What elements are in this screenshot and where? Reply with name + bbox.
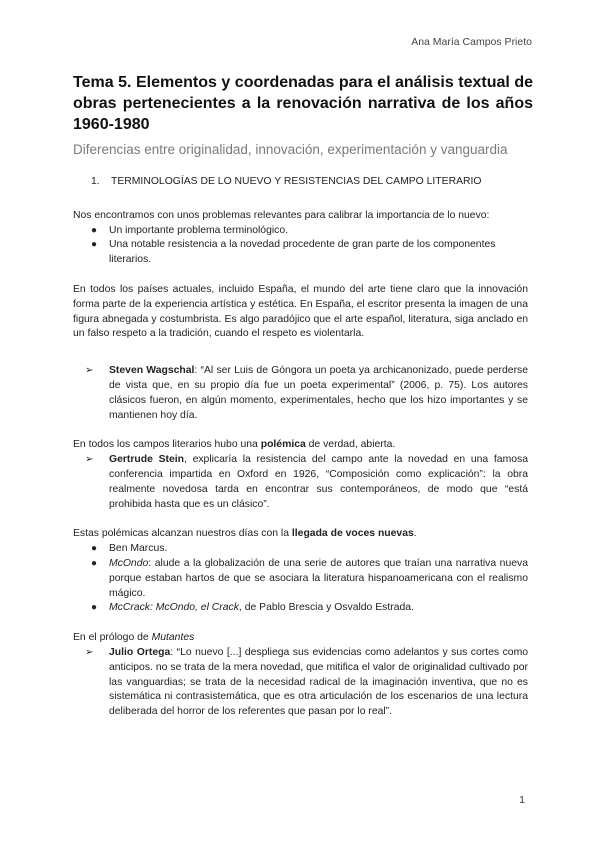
list-item bbox=[73, 224, 528, 239]
quote-text: , explicaría la resistencia del campo ante la novedad en una famosa conferencia impartida en Oxford en 1926, “Composición como explicación”: la obra realmente novedosa tarda en encontrar sus contemporáneos, de modo que “está prohibida hasta que es un clásico”. bbox=[109, 454, 528, 510]
list-item bbox=[73, 542, 528, 557]
quote-list-stein bbox=[73, 453, 528, 512]
bullet-dot-icon: ● bbox=[91, 224, 98, 236]
paragraph-art-spain: En todos los países actuales, incluido España, el mundo del arte tiene claro que la innovación forma parte de la experiencia artística y estética. En España, el escritor presenta la imagen de una figura abnegada y costumbrista. Es algo paradójico que el arte español, literatura, siga anclado en un falso respeto a la tradición, cuando el respeto es violentarla. bbox=[73, 283, 528, 340]
italic-run: McOndo bbox=[109, 557, 149, 569]
quote-author: Steven Wagschal bbox=[109, 365, 195, 377]
text-run: Estas polémicas alcanzan nuestros días con la bbox=[73, 528, 292, 540]
page-number: 1 bbox=[519, 794, 525, 806]
header-author: Ana María Campos Prieto bbox=[411, 36, 532, 48]
list-item bbox=[73, 238, 528, 268]
quote-author: Gertrude Stein bbox=[109, 454, 184, 466]
text-run: En todos los campos literarios hubo una bbox=[73, 439, 261, 451]
quote-author: Julio Ortega bbox=[109, 646, 171, 658]
italic-run: McCrack: McOndo, el Crack bbox=[109, 602, 239, 614]
bullet-dot-icon: ● bbox=[91, 602, 98, 614]
text-run: de verdad, abierta. bbox=[305, 439, 396, 451]
paragraph-polemica bbox=[73, 438, 528, 453]
paragraph-intro: Nos encontramos con unos problemas relevantes para calibrar la importancia de lo nuevo: bbox=[73, 209, 490, 221]
list-item bbox=[73, 557, 528, 601]
section-heading-text: TERMINOLOGÍAS DE LO NUEVO Y RESISTENCIAS DEL CAMPO LITERARIO bbox=[111, 176, 482, 187]
bullet-list-voices bbox=[73, 542, 528, 616]
arrow-bullet-icon: ➢ bbox=[85, 646, 94, 658]
quote-list-wagschal bbox=[73, 364, 528, 423]
bullet-dot-icon: ● bbox=[91, 557, 98, 569]
quote-item bbox=[73, 646, 528, 720]
paragraph-mutantes bbox=[73, 631, 528, 646]
quote-text: : “Lo nuevo [...] despliega sus evidencias como adelantos y sus cortes como anticipos. no se trata de la mera novedad, que mitifica el valor de originalidad cultivado por las vanguardias; se trata de la necesidad radical de la imaginación inventiva, que no es sistemática ni contrasistemática, que es otra articulación de los escenarios de una lectura deliberada del horror de los referentes que pasan por lo real”. bbox=[109, 646, 528, 718]
paragraph-voces-nuevas bbox=[73, 527, 528, 542]
list-item-text: , de Pablo Brescia y Osvaldo Estrada. bbox=[238, 602, 414, 614]
text-run: En el prólogo de bbox=[73, 632, 152, 644]
list-item-text: Una notable resistencia a la novedad procedente de gran parte de los componentes literarios. bbox=[109, 239, 496, 266]
quote-item bbox=[73, 453, 528, 512]
bold-run: llegada de voces nuevas bbox=[291, 528, 414, 540]
quote-text: : “Al ser Luis de Góngora un poeta ya archicanonizado, puede perderse de vista que, en su propio día fue un poeta experimental” (2006, p. 75). Los autores clásicos fueron, en algún momento, experimentales, hecho que los hizo importantes y se mantienen hoy día. bbox=[109, 365, 529, 421]
quote-list-ortega bbox=[73, 646, 528, 720]
list-item-text: Un importante problema terminológico. bbox=[109, 224, 289, 236]
document-subtitle: Diferencias entre originalidad, innovación, experimentación y vanguardia bbox=[73, 142, 508, 157]
bullet-dot-icon: ● bbox=[91, 543, 98, 555]
document-body bbox=[73, 175, 528, 720]
italic-run: Mutantes bbox=[151, 632, 195, 644]
document-title: Tema 5. Elementos y coordenadas para el análisis textual de obras pertenecientes a la renovación narrativa de los años 1960-1980 bbox=[73, 74, 533, 133]
bold-run: polémica bbox=[260, 439, 306, 451]
text-run: . bbox=[413, 528, 417, 540]
arrow-bullet-icon: ➢ bbox=[85, 454, 94, 466]
list-item bbox=[73, 601, 528, 616]
section-heading bbox=[91, 175, 528, 190]
list-item-text: : alude a la globalización de una serie de autores que traían una narrativa nueva porque estaban hartos de que se asociara la literatura hispanoamericana con el realismo mágico. bbox=[109, 557, 528, 599]
bullet-dot-icon: ● bbox=[91, 239, 98, 251]
bullet-list-problems bbox=[73, 224, 528, 268]
quote-item bbox=[73, 364, 528, 423]
section-number: 1. bbox=[91, 176, 100, 187]
list-item-text: Ben Marcus. bbox=[109, 543, 168, 555]
arrow-bullet-icon: ➢ bbox=[85, 365, 94, 377]
